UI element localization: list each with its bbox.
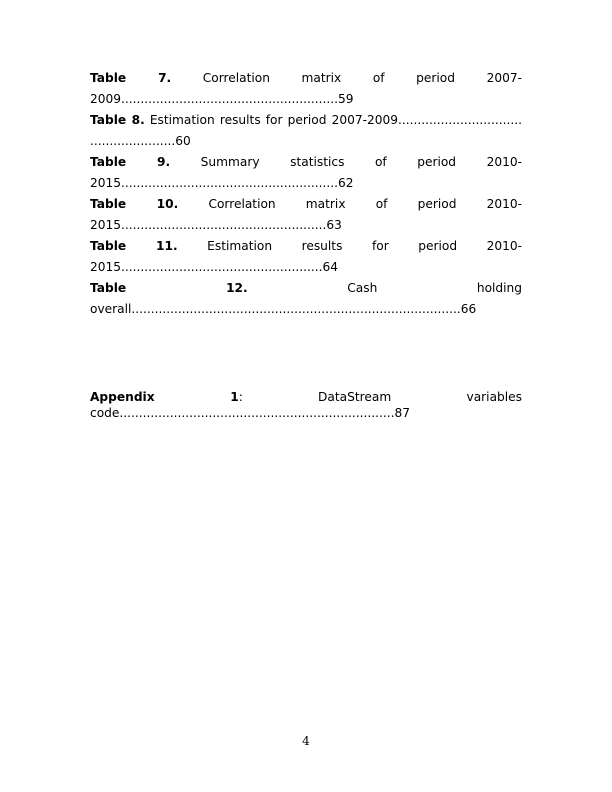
toc-entry-table-10[interactable] <box>90 194 522 236</box>
toc-entry-page: 59 <box>337 92 354 106</box>
toc-entry-label: Table 9. <box>90 155 171 169</box>
toc-entry-page: 63 <box>326 218 342 232</box>
toc-entry-title: Cash holding overall <box>90 281 523 316</box>
toc-entry-title: Summary statistics of period 2010-2015 <box>90 155 522 190</box>
toc-entry-dots: ................................ ...................... <box>90 113 522 148</box>
toc-entry-dots: ..................................................................................... <box>131 302 461 316</box>
toc-entry-title: Correlation matrix of period 2010-2015 <box>90 197 523 232</box>
toc-entry-label: Table 8. <box>90 113 145 127</box>
toc-entry-page: 64 <box>322 260 338 274</box>
toc-entry-appendix-1[interactable] <box>90 389 522 421</box>
toc-entry-title: Estimation results for period 2010-2015 <box>90 239 522 274</box>
toc-entry-table-11[interactable] <box>90 236 522 278</box>
toc-entry-label: Table 11. <box>90 239 178 253</box>
toc-entry-label: Table 12. <box>90 281 248 295</box>
toc-entry-dots: ........................................................ <box>121 92 338 106</box>
toc-entry-page: 60 <box>175 134 191 148</box>
toc-entry-title: Correlation matrix of period 2007-2009 <box>90 71 522 106</box>
page-number: 4 <box>302 734 310 748</box>
toc-entry-table-8[interactable] <box>90 110 522 152</box>
toc-entry-page: 66 <box>460 302 477 316</box>
toc-entry-dots: ........................................................ <box>121 176 338 190</box>
toc-entry-dots: ..................................................... <box>121 218 327 232</box>
toc-entry-table-7[interactable] <box>90 68 522 110</box>
toc-entry-dots: .................................................... <box>121 260 323 274</box>
toc-entry-table-9[interactable] <box>90 152 522 194</box>
toc-entry-label: Appendix 1 <box>90 390 239 404</box>
toc-entry-title: Estimation results for period 2007-2009 <box>149 113 398 127</box>
toc-entry-title: DataStream variables code <box>90 390 523 420</box>
table-of-contents <box>90 68 522 320</box>
toc-entry-label: Table 7. <box>90 71 172 85</box>
toc-entry-separator: : <box>238 390 243 404</box>
toc-entry-table-12[interactable] <box>90 278 522 320</box>
toc-entry-page: 87 <box>394 406 410 420</box>
toc-entry-label: Table 10. <box>90 197 179 211</box>
toc-entry-dots: ....................................................................... <box>119 406 395 420</box>
toc-entry-page: 62 <box>337 176 354 190</box>
